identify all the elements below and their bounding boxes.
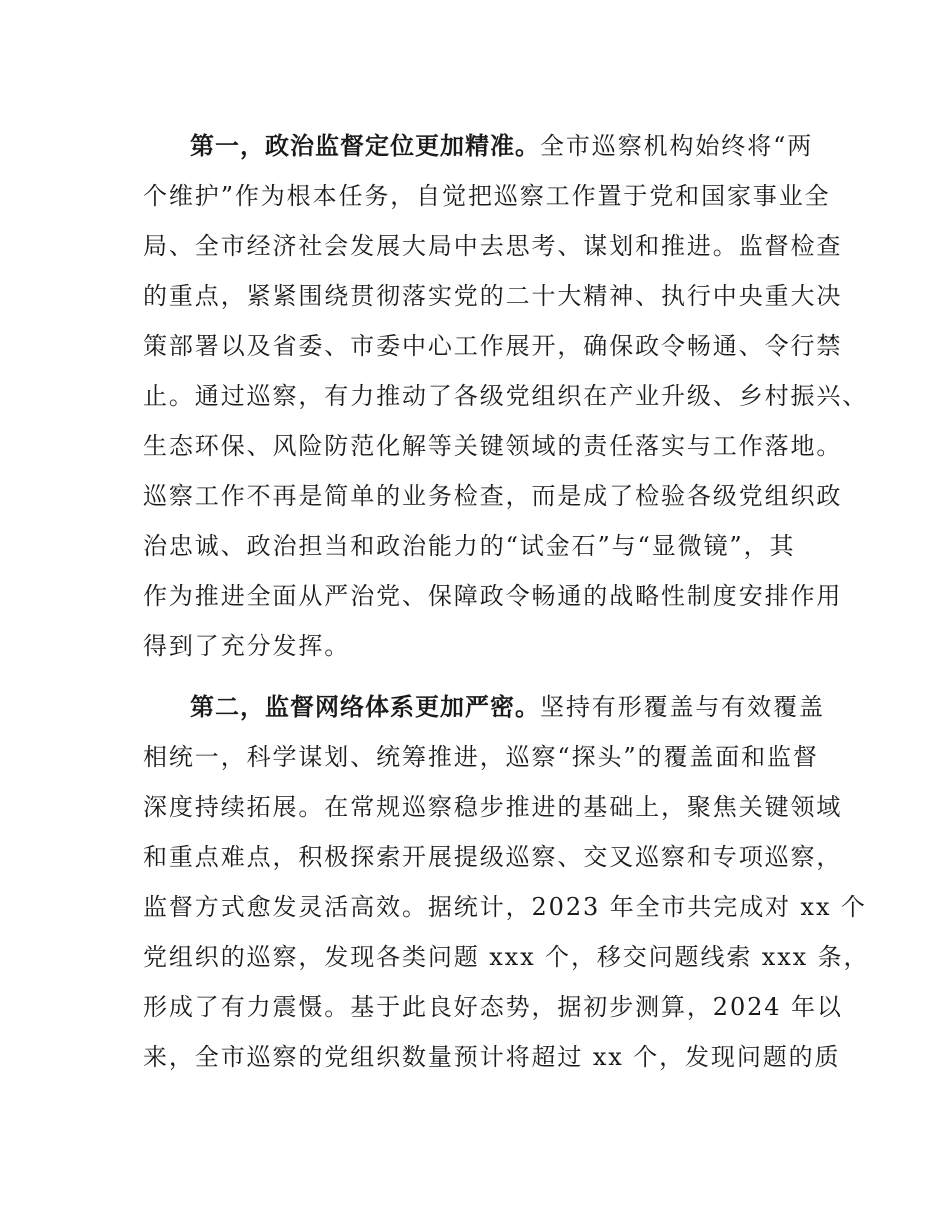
- paragraph-1-line-7: 生态环保、风险防范化解等关键领域的责任落实与工作落地。: [143, 432, 843, 460]
- paragraph-1-line-9: 治忠诚、政治担当和政治能力的“试金石”与“显微镜”，其: [143, 532, 796, 560]
- paragraph-1-text: 全市巡察机构始终将“两: [540, 132, 814, 160]
- paragraph-1-line-6: 止。通过巡察，有力推动了各级党组织在产业升级、乡村振兴、: [143, 382, 869, 410]
- paragraph-1-line-10: 作为推进全面从严治党、保障政令畅通的战略性制度安排作用: [143, 582, 843, 610]
- paragraph-1-line-1: [190, 131, 813, 161]
- paragraph-2-line-2: 相统一，科学谋划、统筹推进，巡察“探头”的覆盖面和监督: [143, 743, 819, 771]
- paragraph-2-line-8: 来，全市巡察的党组织数量预计将超过 xx 个，发现问题的质: [143, 1043, 841, 1071]
- paragraph-2-line-5: 监督方式愈发灵活高效。据统计，2023 年全市共完成对 xx 个: [143, 893, 867, 921]
- paragraph-2-text: 坚持有形覆盖与有效覆盖: [540, 693, 825, 721]
- paragraph-1-line-5: 策部署以及省委、市委中心工作展开，确保政令畅通、令行禁: [143, 332, 843, 360]
- paragraph-2-line-3: 深度持续拓展。在常规巡察稳步推进的基础上，聚焦关键领域: [143, 793, 843, 821]
- paragraph-1-line-3: 局、全市经济社会发展大局中去思考、谋划和推进。监督检查: [143, 232, 843, 260]
- paragraph-1-heading: 第一，政治监督定位更加精准。: [190, 132, 540, 160]
- paragraph-2-line-4: 和重点难点，积极探索开展提级巡察、交叉巡察和专项巡察，: [143, 843, 843, 871]
- paragraph-2-line-6: 党组织的巡察，发现各类问题 xxx 个，移交问题线索 xxx 条，: [143, 943, 870, 971]
- paragraph-1-line-2: 个维护”作为根本任务，自觉把巡察工作置于党和国家事业全: [143, 182, 831, 210]
- paragraph-2-heading: 第二，监督网络体系更加严密。: [190, 693, 540, 721]
- paragraph-1-line-8: 巡察工作不再是简单的业务检查，而是成了检验各级党组织政: [143, 482, 843, 510]
- paragraph-2-line-1: [190, 692, 825, 722]
- paragraph-2-line-7: 形成了有力震慑。基于此良好态势，据初步测算，2024 年以: [143, 993, 843, 1021]
- paragraph-1-line-11: 得到了充分发挥。: [143, 632, 351, 660]
- paragraph-1-line-4: 的重点，紧紧围绕贯彻落实党的二十大精神、执行中央重大决: [143, 282, 843, 310]
